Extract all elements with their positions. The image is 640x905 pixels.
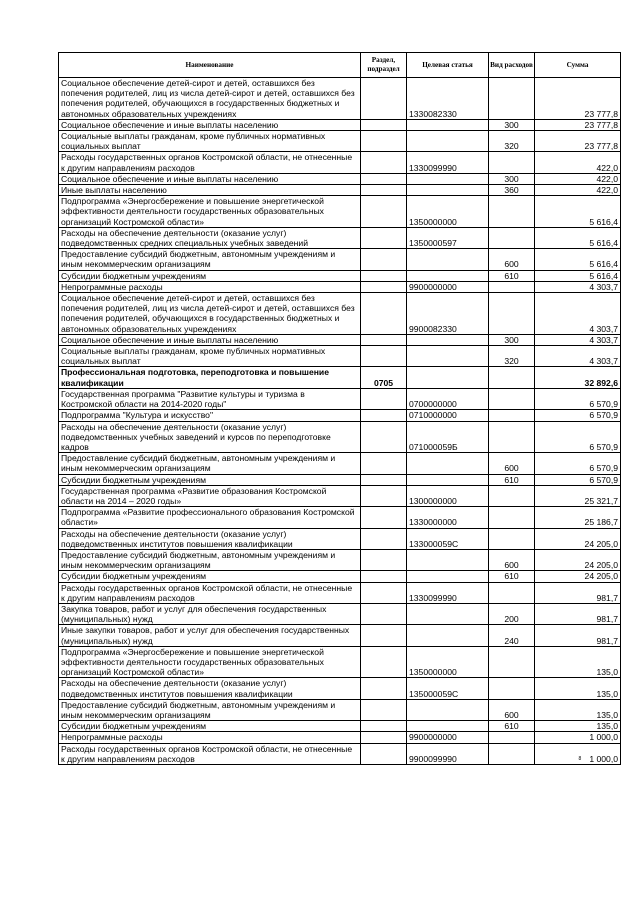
cell-kind [489, 410, 535, 421]
table-row [59, 625, 621, 646]
cell-name: Субсидии бюджетным учреждениям [59, 270, 361, 281]
cell-name: Государственная программа "Развитие культуры и туризма в Костромской области на 2014-2020 годы" [59, 388, 361, 409]
cell-name: Социальное обеспечение и иные выплаты населению [59, 119, 361, 130]
cell-kind [489, 78, 535, 120]
cell-sum: 981,7 [535, 625, 621, 646]
cell-section [361, 196, 407, 228]
cell-name: Предоставление субсидий бюджетным, автономным учреждениям и иным некоммерческим организациям [59, 549, 361, 570]
cell-kind: 240 [489, 625, 535, 646]
cell-section [361, 743, 407, 764]
cell-target: 9900000000 [407, 732, 489, 743]
table-row [59, 549, 621, 570]
cell-sum: 5 616,4 [535, 196, 621, 228]
cell-sum: 135,0 [535, 646, 621, 678]
cell-section [361, 152, 407, 173]
cell-section [361, 410, 407, 421]
cell-kind: 300 [489, 119, 535, 130]
cell-target [407, 249, 489, 270]
cell-name: Расходы государственных органов Костромской области, не отнесенные к другим направлениям расходов [59, 152, 361, 173]
cell-sum: 4 303,7 [535, 281, 621, 292]
table-row [59, 346, 621, 367]
cell-section [361, 549, 407, 570]
table-row [59, 507, 621, 528]
header-name: Наименование [59, 53, 361, 78]
cell-name: Субсидии бюджетным учреждениям [59, 474, 361, 485]
cell-kind: 320 [489, 131, 535, 152]
cell-target [407, 367, 489, 388]
cell-name: Расходы на обеспечение деятельности (оказание услуг) подведомственных институтов повышения квалификации [59, 528, 361, 549]
table-row [59, 281, 621, 292]
table-row [59, 528, 621, 549]
cell-section [361, 119, 407, 130]
cell-section [361, 603, 407, 624]
cell-name: Расходы государственных органов Костромской области, не отнесенные к другим направлениям расходов [59, 582, 361, 603]
cell-sum: 5 616,4 [535, 270, 621, 281]
cell-target [407, 334, 489, 345]
header-sum: Сумма [535, 53, 621, 78]
cell-target: 1330099990 [407, 152, 489, 173]
cell-kind [489, 743, 535, 764]
cell-section [361, 227, 407, 248]
cell-section [361, 528, 407, 549]
cell-target [407, 185, 489, 196]
table-row [59, 227, 621, 248]
cell-target: 133000059С [407, 528, 489, 549]
cell-name: Социальные выплаты гражданам, кроме публичных нормативных социальных выплат [59, 346, 361, 367]
cell-name: Субсидии бюджетным учреждениям [59, 721, 361, 732]
cell-sum: 24 205,0 [535, 571, 621, 582]
cell-target [407, 603, 489, 624]
cell-sum: 25 186,7 [535, 507, 621, 528]
table-row [59, 603, 621, 624]
header-kind: Вид расходов [489, 53, 535, 78]
table-row [59, 185, 621, 196]
cell-sum [535, 743, 621, 764]
cell-name: Профессиональная подготовка, переподготовка и повышение квалификации [59, 367, 361, 388]
cell-kind [489, 507, 535, 528]
cell-section [361, 474, 407, 485]
table-row [59, 249, 621, 270]
cell-name: Государственная программа «Развитие образования Костромской области на 2014 – 2020 годы» [59, 485, 361, 506]
cell-target: 1330082330 [407, 78, 489, 120]
table-row [59, 410, 621, 421]
cell-name: Закупка товаров, работ и услуг для обеспечения государственных (муниципальных) нужд [59, 603, 361, 624]
table-row [59, 699, 621, 720]
cell-mark: 8 [578, 755, 582, 762]
table-row [59, 571, 621, 582]
cell-section [361, 421, 407, 453]
table-row [59, 421, 621, 453]
cell-target: 1350000000 [407, 196, 489, 228]
cell-target [407, 549, 489, 570]
cell-sum-value: 1 000,0 [589, 753, 618, 764]
table-row [59, 173, 621, 184]
cell-section [361, 78, 407, 120]
table-row [59, 119, 621, 130]
cell-kind [489, 732, 535, 743]
cell-target [407, 571, 489, 582]
cell-sum: 23 777,8 [535, 131, 621, 152]
cell-kind: 360 [489, 185, 535, 196]
table-row [59, 485, 621, 506]
table-row [59, 388, 621, 409]
cell-kind [489, 388, 535, 409]
cell-section [361, 173, 407, 184]
cell-sum: 4 303,7 [535, 346, 621, 367]
table-body [59, 78, 621, 765]
cell-kind: 610 [489, 571, 535, 582]
cell-sum: 5 616,4 [535, 227, 621, 248]
cell-kind: 300 [489, 173, 535, 184]
cell-target: 9900082330 [407, 293, 489, 335]
header-target: Целевая статья [407, 53, 489, 78]
cell-name: Субсидии бюджетным учреждениям [59, 571, 361, 582]
cell-target [407, 270, 489, 281]
cell-name: Непрограммные расходы [59, 281, 361, 292]
table-row [59, 678, 621, 699]
cell-target [407, 699, 489, 720]
cell-kind: 600 [489, 249, 535, 270]
table-row [59, 367, 621, 388]
cell-sum: 135,0 [535, 699, 621, 720]
cell-name: Расходы на обеспечение деятельности (оказание услуг) подведомственных средних специальных учебных заведений [59, 227, 361, 248]
cell-kind [489, 152, 535, 173]
cell-sum: 4 303,7 [535, 293, 621, 335]
cell-target: 135000059С [407, 678, 489, 699]
cell-kind: 610 [489, 270, 535, 281]
table-row [59, 453, 621, 474]
cell-kind [489, 227, 535, 248]
table-row [59, 743, 621, 764]
table-row [59, 582, 621, 603]
cell-sum: 6 570,9 [535, 453, 621, 474]
cell-section [361, 646, 407, 678]
cell-name: Непрограммные расходы [59, 732, 361, 743]
cell-name: Социальное обеспечение детей-сирот и детей, оставшихся без попечения родителей, лиц из числа детей-сирот и детей, оставшихся без попечения родителей, обучающихся в государственных бюджетных и автономных образовательных учреждениях [59, 78, 361, 120]
cell-sum: 422,0 [535, 173, 621, 184]
cell-target [407, 453, 489, 474]
cell-target: 1330099990 [407, 582, 489, 603]
cell-section [361, 249, 407, 270]
cell-target: 9900099990 [407, 743, 489, 764]
cell-section [361, 732, 407, 743]
table-header [59, 53, 621, 78]
cell-target: 0710000000 [407, 410, 489, 421]
cell-target [407, 173, 489, 184]
cell-section [361, 281, 407, 292]
cell-sum: 23 777,8 [535, 119, 621, 130]
cell-sum: 4 303,7 [535, 334, 621, 345]
cell-name: Предоставление субсидий бюджетным, автономным учреждениям и иным некоммерческим организациям [59, 249, 361, 270]
cell-section [361, 453, 407, 474]
table-row [59, 721, 621, 732]
cell-name: Расходы на обеспечение деятельности (оказание услуг) подведомственных учебных заведений и курсов по переподготовке кадров [59, 421, 361, 453]
cell-kind [489, 678, 535, 699]
cell-kind: 600 [489, 549, 535, 570]
cell-sum: 23 777,8 [535, 78, 621, 120]
cell-section [361, 582, 407, 603]
cell-target: 071000059Б [407, 421, 489, 453]
cell-name: Социальные выплаты гражданам, кроме публичных нормативных социальных выплат [59, 131, 361, 152]
cell-sum: 422,0 [535, 185, 621, 196]
cell-kind [489, 293, 535, 335]
cell-kind: 610 [489, 474, 535, 485]
cell-kind: 320 [489, 346, 535, 367]
cell-kind [489, 528, 535, 549]
cell-target [407, 346, 489, 367]
cell-kind [489, 582, 535, 603]
table-row [59, 646, 621, 678]
table-row [59, 131, 621, 152]
cell-section [361, 346, 407, 367]
cell-kind [489, 421, 535, 453]
cell-kind [489, 367, 535, 388]
cell-sum: 6 570,9 [535, 388, 621, 409]
cell-target: 9900000000 [407, 281, 489, 292]
cell-name: Предоставление субсидий бюджетным, автономным учреждениям и иным некоммерческим организациям [59, 453, 361, 474]
cell-name: Социальное обеспечение и иные выплаты населению [59, 334, 361, 345]
table-row [59, 270, 621, 281]
cell-name: Иные выплаты населению [59, 185, 361, 196]
cell-section [361, 185, 407, 196]
cell-section [361, 571, 407, 582]
cell-kind [489, 196, 535, 228]
table-row [59, 293, 621, 335]
cell-name: Подпрограмма "Культура и искусство" [59, 410, 361, 421]
cell-section [361, 625, 407, 646]
table-row [59, 474, 621, 485]
cell-target [407, 721, 489, 732]
cell-target [407, 131, 489, 152]
cell-section [361, 293, 407, 335]
cell-name: Расходы государственных органов Костромской области, не отнесенные к другим направлениям расходов [59, 743, 361, 764]
cell-section [361, 721, 407, 732]
cell-kind: 200 [489, 603, 535, 624]
cell-sum: 25 321,7 [535, 485, 621, 506]
cell-section [361, 699, 407, 720]
cell-sum: 135,0 [535, 721, 621, 732]
table-row [59, 152, 621, 173]
table-row [59, 732, 621, 743]
cell-sum: 32 892,6 [535, 367, 621, 388]
cell-target [407, 474, 489, 485]
cell-target: 1330000000 [407, 507, 489, 528]
cell-section [361, 131, 407, 152]
cell-kind [489, 485, 535, 506]
cell-target: 1350000000 [407, 646, 489, 678]
cell-section [361, 388, 407, 409]
cell-target [407, 625, 489, 646]
cell-target: 0700000000 [407, 388, 489, 409]
cell-sum: 981,7 [535, 582, 621, 603]
cell-section [361, 678, 407, 699]
cell-sum: 135,0 [535, 678, 621, 699]
cell-sum: 981,7 [535, 603, 621, 624]
cell-sum: 6 570,9 [535, 421, 621, 453]
cell-section [361, 270, 407, 281]
cell-sum: 24 205,0 [535, 528, 621, 549]
cell-section [361, 485, 407, 506]
cell-name: Иные закупки товаров, работ и услуг для обеспечения государственных (муниципальных) нужд [59, 625, 361, 646]
cell-sum: 5 616,4 [535, 249, 621, 270]
cell-name: Подпрограмма «Энергосбережение и повышение энергетической эффективности деятельности государственных образовательных организаций Костромской области» [59, 646, 361, 678]
cell-kind: 600 [489, 453, 535, 474]
cell-section [361, 334, 407, 345]
cell-sum: 24 205,0 [535, 549, 621, 570]
table-row [59, 78, 621, 120]
cell-sum: 6 570,9 [535, 474, 621, 485]
cell-sum: 422,0 [535, 152, 621, 173]
cell-name: Социальное обеспечение и иные выплаты населению [59, 173, 361, 184]
cell-sum: 1 000,0 [535, 732, 621, 743]
cell-target [407, 119, 489, 130]
table-row [59, 334, 621, 345]
cell-name: Социальное обеспечение детей-сирот и детей, оставшихся без попечения родителей, лиц из числа детей-сирот и детей, оставшихся без попечения родителей, обучающихся в государственных бюджетных и автономных образовательных учреждениях [59, 293, 361, 335]
cell-target: 1350000597 [407, 227, 489, 248]
cell-name: Расходы на обеспечение деятельности (оказание услуг) подведомственных институтов повышения квалификации [59, 678, 361, 699]
cell-kind: 300 [489, 334, 535, 345]
cell-name: Подпрограмма «Энергосбережение и повышение энергетической эффективности деятельности государственных образовательных организаций Костромской области» [59, 196, 361, 228]
cell-kind [489, 281, 535, 292]
cell-section [361, 507, 407, 528]
table-row [59, 196, 621, 228]
cell-target: 1300000000 [407, 485, 489, 506]
budget-table [58, 52, 621, 765]
budget-document [58, 52, 620, 765]
cell-name: Предоставление субсидий бюджетным, автономным учреждениям и иным некоммерческим организациям [59, 699, 361, 720]
cell-section: 0705 [361, 367, 407, 388]
cell-kind [489, 646, 535, 678]
cell-sum: 6 570,9 [535, 410, 621, 421]
cell-name: Подпрограмма «Развитие профессионального образования Костромской области» [59, 507, 361, 528]
header-section: Раздел, подраздел [361, 53, 407, 78]
cell-kind: 600 [489, 699, 535, 720]
cell-kind: 610 [489, 721, 535, 732]
